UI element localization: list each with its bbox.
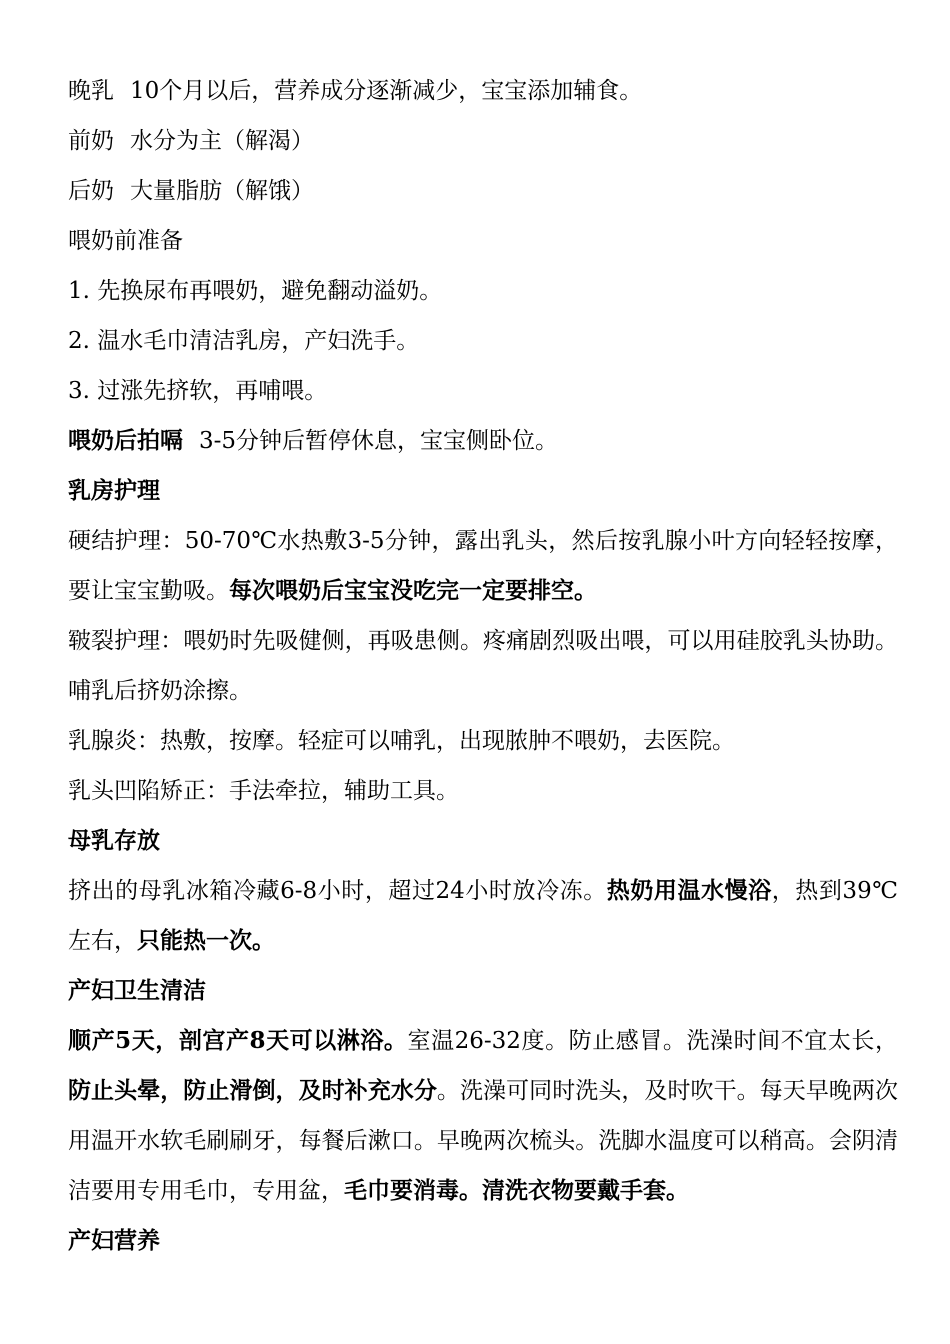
hygiene-bold-3: 毛巾要消毒。清洗衣物要戴手套。 — [344, 1177, 689, 1204]
hard-lump-text: 硬结护理：50-70℃水热敷3-5分钟，露出乳头，然后按乳腺小叶方向轻轻按摩，要让宝宝勤吸。 — [68, 528, 898, 604]
milk-storage-text-1: 挤出的母乳冰箱冷藏6-8小时，超过24小时放冷冻。 — [68, 878, 607, 904]
milk-storage-bold-1: 热奶用温水慢浴 — [606, 877, 772, 904]
fore-milk-line — [68, 116, 898, 166]
inverted-nipple-line: 乳头凹陷矫正：手法牵拉，辅助工具。 — [68, 778, 459, 804]
late-milk-desc: 10个月以后，营养成分逐渐减少，宝宝添加辅食。 — [130, 78, 643, 104]
milk-storage-paragraph — [68, 866, 898, 966]
hygiene-heading: 产妇卫生清洁 — [68, 977, 206, 1004]
nutrition-heading: 产妇营养 — [68, 1227, 160, 1254]
hygiene-paragraph — [68, 1016, 898, 1216]
fore-milk-desc: 水分为主（解渴） — [130, 128, 314, 154]
hygiene-text-2: 。洗澡可同时洗头，及时吹干。每天早晚两次用温开水软毛刷刷牙，每餐后漱口。早晚两次梳头。洗脚水温度可以稍高。会阴清洁要用专用毛巾，专用盆， — [68, 1078, 899, 1204]
hard-lump-bold: 每次喂奶后宝宝没吃完一定要排空。 — [229, 577, 597, 604]
prep-item-1: 1. 先换尿布再喂奶，避免翻动溢奶。 — [68, 278, 443, 304]
milk-storage-text-2: ，热到39℃左右， — [68, 878, 898, 954]
hygiene-bold-1: 顺产5天，剖宫产8天可以淋浴。 — [68, 1027, 408, 1054]
hygiene-text-1: 室温26-32度。防止感冒。洗澡时间不宜太长， — [407, 1028, 898, 1054]
late-milk-term: 晚乳 — [68, 78, 114, 104]
hind-milk-line — [68, 166, 898, 216]
prep-heading: 喂奶前准备 — [68, 228, 183, 254]
burp-line — [68, 416, 898, 466]
milk-storage-heading: 母乳存放 — [68, 827, 160, 854]
prep-item-2: 2. 温水毛巾清洁乳房，产妇洗手。 — [68, 328, 420, 354]
hard-lump-paragraph — [68, 516, 898, 616]
milk-storage-bold-2: 只能热一次。 — [137, 927, 275, 954]
hygiene-bold-2: 防止头晕，防止滑倒，及时补充水分 — [68, 1077, 437, 1104]
breast-care-heading: 乳房护理 — [68, 477, 160, 504]
prep-item-3: 3. 过涨先挤软，再哺喂。 — [68, 378, 328, 404]
crack-care-paragraph: 皲裂护理：喂奶时先吸健侧，再吸患侧。疼痛剧烈吸出喂，可以用硅胶乳头协助。哺乳后挤奶涂擦。 — [68, 628, 898, 704]
hind-milk-desc: 大量脂肪（解饿） — [130, 178, 314, 204]
fore-milk-term: 前奶 — [68, 128, 114, 154]
hind-milk-term: 后奶 — [68, 178, 114, 204]
mastitis-line: 乳腺炎：热敷，按摩。轻症可以哺乳，出现脓肿不喂奶，去医院。 — [68, 728, 735, 754]
burp-desc: 3-5分钟后暂停休息，宝宝侧卧位。 — [199, 428, 559, 454]
document-body — [68, 66, 898, 1266]
burp-term: 喂奶后拍嗝 — [68, 427, 183, 454]
late-milk-line — [68, 66, 898, 116]
